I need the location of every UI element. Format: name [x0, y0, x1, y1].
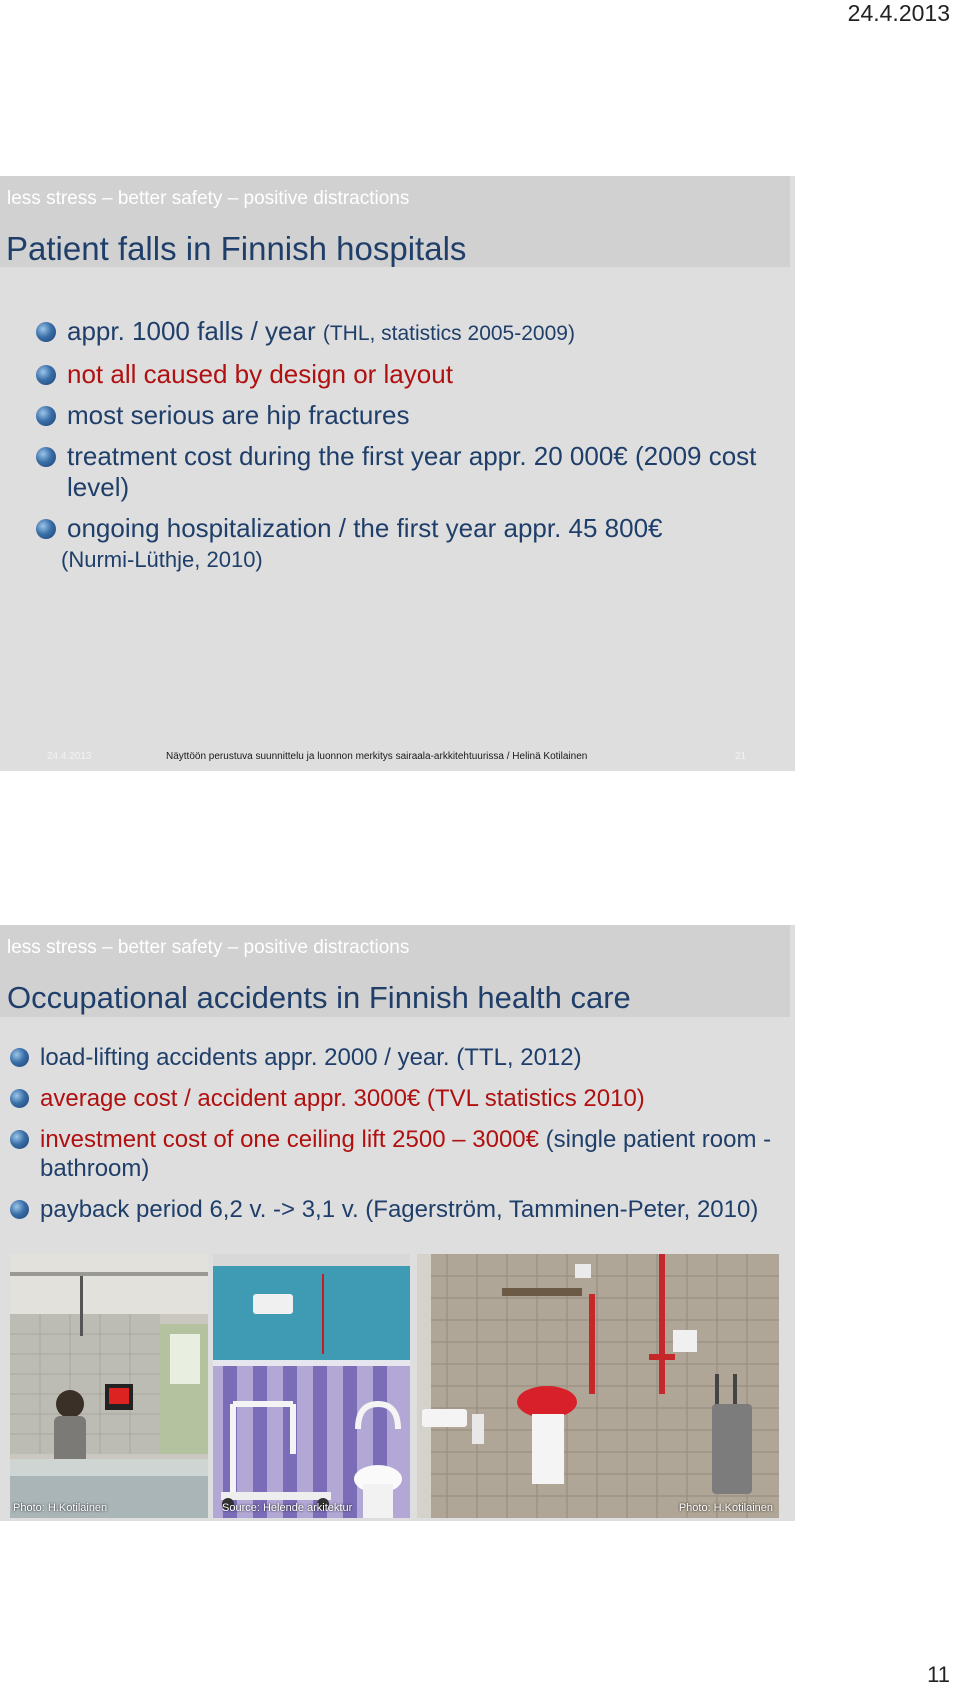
bullet-text: most serious are hip fractures [67, 400, 410, 430]
bullet-item [10, 1195, 780, 1224]
slide-title: Occupational accidents in Finnish health care [7, 980, 631, 1015]
bullet-item [10, 1043, 780, 1072]
bullet-text: payback period 6,2 v. -> 3,1 v. (Fagerström, Tamminen-Peter, 2010) [40, 1196, 759, 1223]
bullet-note: (Nurmi-Lüthje, 2010) [61, 547, 263, 572]
slide-patient-falls [0, 176, 795, 771]
bullet-icon [10, 1130, 29, 1149]
bullet-text: not all caused by design or layout [67, 359, 453, 389]
photo-caption: Photo: H.Kotilainen [13, 1502, 108, 1514]
bullet-list [10, 1043, 780, 1236]
photo-patient-room [10, 1254, 208, 1518]
bullet-icon [10, 1048, 29, 1067]
page-date: 24.4.2013 [847, 0, 950, 26]
bullet-item [36, 441, 786, 503]
bullet-icon [36, 365, 56, 385]
bullet-item [36, 400, 786, 431]
photo-accessible-bathroom [417, 1254, 779, 1518]
photo-lift-bathroom [213, 1254, 410, 1518]
page-number: 11 [927, 1662, 950, 1687]
bullet-source: (THL, statistics 2005-2009) [322, 322, 575, 345]
bullet-icon [36, 322, 56, 342]
bullet-list [36, 316, 786, 585]
footer-slide-number: 21 [735, 751, 747, 762]
photo-caption: Source: Helende arkitektur [222, 1502, 353, 1514]
slide-subtitle: less stress – better safety – positive distractions [7, 188, 410, 209]
bullet-text-note: (single patient room - bathroom) [40, 1126, 772, 1182]
bullet-text: ongoing hospitalization / the first year appr. 45 800€ [67, 513, 663, 543]
bullet-item [36, 316, 786, 349]
accessible-bathroom-icon [417, 1254, 779, 1518]
bullet-item [36, 359, 786, 390]
photo-caption: Photo: H.Kotilainen [678, 1502, 773, 1514]
bullet-text: load-lifting accidents appr. 2000 / year. (TTL, 2012) [40, 1044, 582, 1071]
bullet-item [10, 1084, 780, 1113]
bullet-item [36, 513, 786, 575]
bullet-item [10, 1125, 780, 1183]
slide-header [0, 925, 790, 1017]
bullet-text: treatment cost during the first year appr. 20 000€ (2009 cost level) [67, 441, 757, 502]
footer-text: Näyttöön perustuva suunnittelu ja luonnon merkitys sairaala-arkkitehtuurissa / Helinä Kotilainen [166, 751, 588, 762]
bullet-icon [10, 1200, 29, 1219]
bullet-icon [36, 519, 56, 539]
slide-subtitle: less stress – better safety – positive distractions [7, 937, 410, 958]
footer-date: 24.4.2013 [47, 751, 92, 762]
slide-occupational-accidents [0, 925, 795, 1521]
bullet-icon [36, 447, 56, 467]
bullet-icon [10, 1089, 29, 1108]
slide-title: Patient falls in Finnish hospitals [6, 230, 467, 267]
bullet-icon [36, 406, 56, 426]
bullet-text: appr. 1000 falls / year [67, 316, 323, 346]
bullet-text: average cost / accident appr. 3000€ (TVL statistics 2010) [40, 1085, 645, 1112]
slide-header [0, 176, 790, 267]
mobile-patient-lift-bathroom-icon [213, 1254, 410, 1518]
patient-room-ceiling-lift-icon [10, 1254, 208, 1518]
bullet-text: investment cost of one ceiling lift 2500 – 3000€ [40, 1126, 546, 1153]
